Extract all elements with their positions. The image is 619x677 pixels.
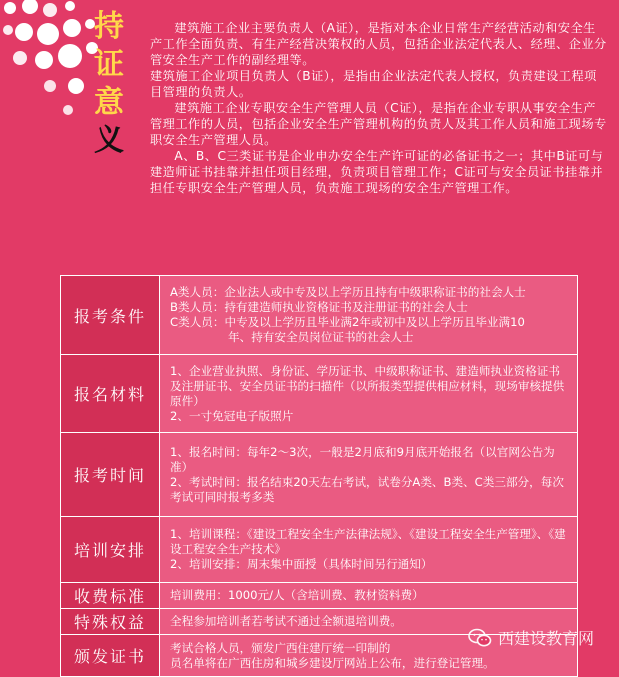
training-1: 1、培训课程：《建设工程安全生产法律法规》、《建设工程安全生产管理》、《建设工程安全生产技术》: [170, 527, 566, 556]
condition-c-cont: 年、持有安全员岗位证书的社会人士: [228, 330, 414, 344]
value-exam-time: [160, 433, 578, 517]
value-special: 全程参加培训者若考试不通过全额退培训费。: [160, 609, 578, 635]
label-certificate: 颁发证书: [61, 635, 160, 677]
table-row: [61, 583, 578, 609]
page-title: [86, 8, 132, 160]
intro-section: [150, 20, 608, 196]
material-2: 2、一寸免冠电子版照片: [170, 408, 294, 423]
label-training: 培训安排: [61, 517, 160, 583]
condition-c: C类人员：中专及以上学历且毕业满2年或初中及以上学历且毕业满10: [170, 315, 525, 329]
value-training: [160, 517, 578, 583]
value-exam-conditions: [160, 276, 578, 355]
title-char-2: 证: [94, 47, 124, 82]
table-row: [61, 355, 578, 433]
label-fees: 收费标准: [61, 583, 160, 609]
watermark: [468, 626, 594, 649]
material-1: 1、企业营业执照、身份证、学历证书、中级职称证书、建造师执业资格证书及注册证书、安全员证书的扫描件（以所报类型提供相应材料，现场审核提供原件）: [170, 363, 565, 408]
certificate-line-2: 员名单将在广西住房和城乡建设厅网站上公布，进行登记管理。: [170, 655, 495, 670]
exam-time-2: 2、考试时间：报名结束20天左右考试，试卷分A类、B类、C类三部分，每次考试可同时报考多类: [170, 474, 564, 504]
condition-a: A类人员：企业法人或中专及以上学历且持有中级职称证书的社会人士: [170, 285, 526, 299]
title-char-1: 持: [94, 9, 124, 44]
training-2: 2、培训安排：周末集中面授（具体时间另行通知）: [170, 557, 433, 571]
exam-time-1: 1、报名时间：每年2～3次，一般是2月底和9月底开始报名（以官网公告为准）: [170, 444, 555, 474]
table-row: [61, 276, 578, 355]
intro-paragraph-c: 建筑施工企业专职安全生产管理人员（C证），是指在企业专职从事安全生产管理工作的人员，包括企业安全生产管理机构的负责人及其工作人员和施工现场专职安全生产管理人员。: [150, 101, 607, 147]
title-char-4: 义: [94, 123, 124, 158]
label-exam-conditions: 报考条件: [61, 276, 160, 355]
label-materials: 报名材料: [61, 355, 160, 433]
info-table: [60, 275, 578, 677]
intro-paragraph-a: 建筑施工企业主要负责人（A证），是指对本企业日常生产经营活动和安全生产工作全面负责、有生产经营决策权的人员，包括企业法定代表人、经理、企业分管安全生产工作的副经理等。: [150, 21, 607, 67]
condition-b: B类人员：持有建造师执业资格证书及注册证书的社会人士: [170, 300, 468, 314]
decorative-circles: [0, 0, 100, 130]
table-row: [61, 517, 578, 583]
wechat-icon: [468, 628, 492, 648]
title-char-3: 意: [94, 85, 124, 120]
label-special: 特殊权益: [61, 609, 160, 635]
watermark-text: 西建设教育网: [498, 629, 595, 648]
value-fees: 培训费用：1000元/人（含培训费、教材资料费）: [160, 583, 578, 609]
table-row: [61, 433, 578, 517]
intro-paragraph-summary: A、B、C三类证书是企业申办安全生产许可证的必备证书之一；其中B证可与建造师证书挂靠并担任项目经理，负责项目管理工作；C证可与安全员证书挂靠并担任专职安全生产管理人员，负责施工现场的安全生产管理工作。: [150, 149, 604, 195]
certificate-line-1: 考试合格人员，颁发广西住建厅统一印制的: [170, 640, 391, 655]
value-materials: [160, 355, 578, 433]
label-exam-time: 报考时间: [61, 433, 160, 517]
intro-paragraph-b: 建筑施工企业项目负责人（B证），是指由企业法定代表人授权，负责建设工程项目管理的负责人。: [150, 69, 597, 99]
